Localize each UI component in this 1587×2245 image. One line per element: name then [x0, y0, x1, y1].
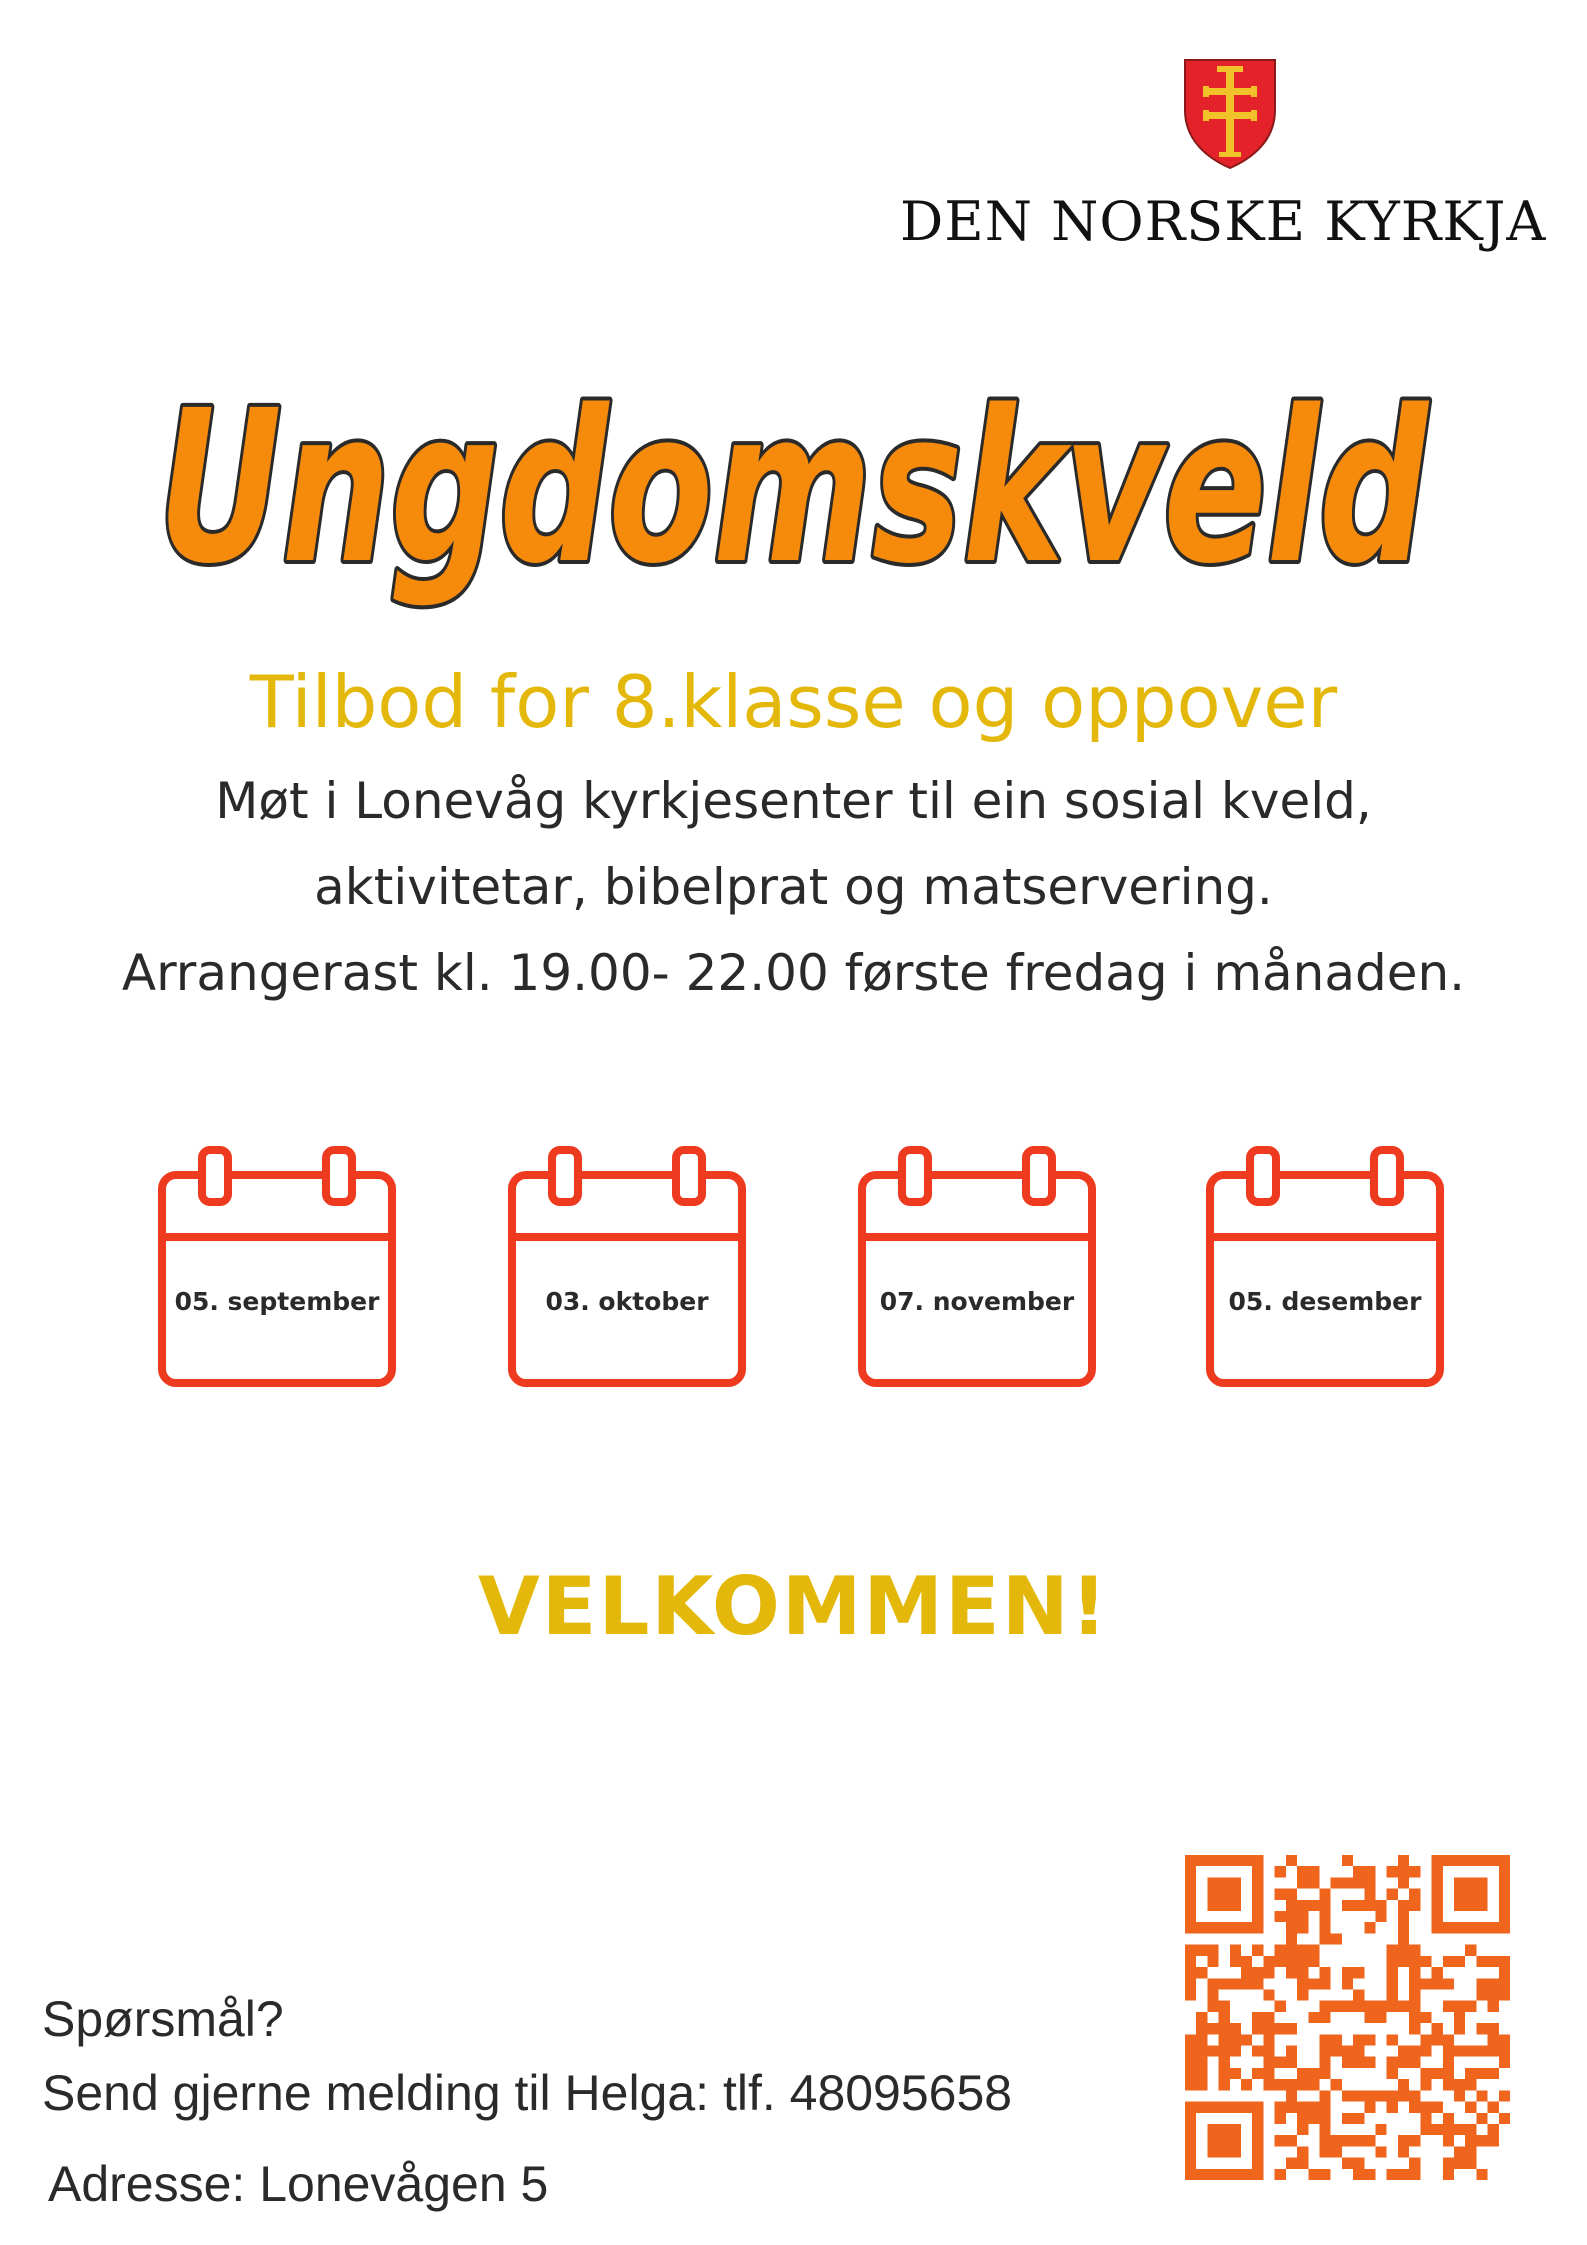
calendar-date-2	[507, 1145, 747, 1390]
description-line-1: Møt i Lonevåg kyrkjesenter til ein sosial kveld,	[215, 772, 1372, 830]
event-subtitle: Tilbod for 8.klasse og oppover	[249, 660, 1338, 744]
calendar-date-4	[1205, 1145, 1445, 1390]
calendar-date-label: 03. oktober	[545, 1287, 709, 1316]
description-line-2: aktivitetar, bibelprat og matservering.	[314, 858, 1273, 916]
welcome-text: VELKOMMEN!	[477, 1560, 1110, 1653]
calendar-icon	[857, 1145, 1097, 1390]
event-title	[0, 350, 1587, 610]
calendar-icon	[157, 1145, 397, 1390]
calendar-icon	[1205, 1145, 1445, 1390]
contact-message: Send gjerne melding til Helga: tlf. 48095658	[42, 2065, 1013, 2121]
event-title-text: Ungdomskveld	[158, 365, 1430, 610]
description-line-3: Arrangerast kl. 19.00- 22.00 første fredag i månaden.	[121, 944, 1466, 1002]
contact-question: Spørsmål?	[42, 1991, 284, 2047]
calendar-date-label: 07. november	[879, 1287, 1075, 1316]
calendar-icon	[507, 1145, 747, 1390]
qr-code-icon[interactable]	[1185, 1855, 1510, 2180]
calendar-date-3	[857, 1145, 1097, 1390]
church-logo-text: DEN NORSKE KYRKJA	[900, 190, 1547, 253]
church-shield-logo-icon	[1183, 58, 1277, 170]
contact-address: Adresse: Lonevågen 5	[48, 2156, 549, 2212]
calendar-date-1	[157, 1145, 397, 1390]
calendar-date-label: 05. desember	[1228, 1287, 1422, 1316]
calendar-date-label: 05. september	[174, 1287, 380, 1316]
